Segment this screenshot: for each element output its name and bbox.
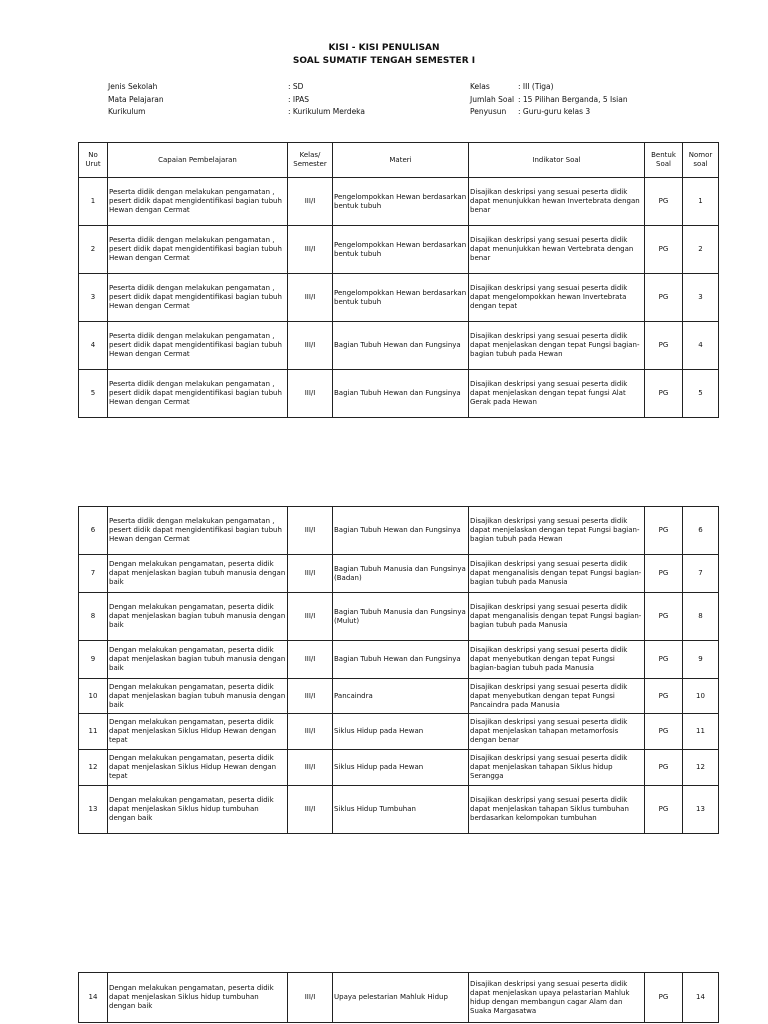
cell-indikator: Disajikan deskripsi yang sesuai peserta didik dapat menjelaskan tahapan Siklus tumbuhan berdasarkan kelompokan tumbuhan: [469, 786, 645, 834]
cell-no: 3: [79, 274, 108, 322]
cell-materi: Bagian Tubuh Hewan dan Fungsinya: [333, 322, 469, 370]
cell-no: 2: [79, 226, 108, 274]
meta-label-kelas: Kelas: [470, 82, 490, 91]
cell-nomor: 9: [683, 641, 719, 679]
cell-kelas: III/I: [288, 750, 333, 786]
cell-nomor: 3: [683, 274, 719, 322]
table-row: [79, 593, 719, 641]
cell-indikator: Disajikan deskripsi yang sesuai peserta didik dapat menyebutkan dengan tepat Fungsi Pancaindra pada Manusia: [469, 679, 645, 714]
cell-no: 6: [79, 507, 108, 555]
meta-label-jumlah-soal: Jumlah Soal: [470, 95, 515, 104]
cell-capaian: Dengan melakukan pengamatan, peserta didik dapat menjelaskan Siklus hidup tumbuhan dengan baik: [108, 973, 288, 1023]
cell-capaian: Dengan melakukan pengamatan, peserta didik dapat menjelaskan bagian tubuh manusia dengan baik: [108, 679, 288, 714]
cell-nomor: 13: [683, 786, 719, 834]
cell-kelas: III/I: [288, 679, 333, 714]
cell-bentuk: PG: [645, 593, 683, 641]
kisi-table-page-3: [78, 972, 719, 1023]
cell-materi: Bagian Tubuh Manusia dan Fungsinya (Mulut): [333, 593, 469, 641]
cell-capaian: Dengan melakukan pengamatan, peserta didik dapat menjelaskan bagian tubuh manusia dengan baik: [108, 641, 288, 679]
cell-nomor: 4: [683, 322, 719, 370]
cell-capaian: Dengan melakukan pengamatan, peserta didik dapat menjelaskan bagian tubuh manusia dengan baik: [108, 593, 288, 641]
table-row: [79, 679, 719, 714]
cell-indikator: Disajikan deskripsi yang sesuai peserta didik dapat menjelaskan dengan tepat fungsi Alat Gerak pada Hewan: [469, 370, 645, 418]
cell-nomor: 8: [683, 593, 719, 641]
table-row: [79, 641, 719, 679]
meta-value-jumlah-soal: : 15 Pilihan Berganda, 5 Isian: [518, 95, 628, 104]
cell-bentuk: PG: [645, 226, 683, 274]
cell-nomor: 14: [683, 973, 719, 1023]
cell-indikator: Disajikan deskripsi yang sesuai peserta didik dapat menunjukkan hewan Invertebrata dengan benar: [469, 178, 645, 226]
cell-nomor: 6: [683, 507, 719, 555]
doc-subtitle: SOAL SUMATIF TENGAH SEMESTER I: [292, 56, 476, 66]
table-row: [79, 274, 719, 322]
meta-label-penyusun: Penyusun: [470, 107, 507, 116]
cell-materi: Bagian Tubuh Hewan dan Fungsinya: [333, 641, 469, 679]
cell-kelas: III/I: [288, 714, 333, 750]
cell-capaian: Peserta didik dengan melakukan pengamatan , pesert didik dapat mengidentifikasi bagian tubuh Hewan dengan Cermat: [108, 507, 288, 555]
header-bentuk-soal: Bentuk Soal: [645, 143, 683, 178]
cell-kelas: III/I: [288, 507, 333, 555]
cell-bentuk: PG: [645, 555, 683, 593]
cell-indikator: Disajikan deskripsi yang sesuai peserta didik dapat menganalisis dengan tepat Fungsi bagian-bagian tubuh pada Manusia: [469, 593, 645, 641]
cell-no: 7: [79, 555, 108, 593]
cell-indikator: Disajikan deskripsi yang sesuai peserta didik dapat menjelaskan dengan tepat Fungsi bagian-bagian tubuh pada Hewan: [469, 507, 645, 555]
cell-bentuk: PG: [645, 322, 683, 370]
cell-indikator: Disajikan deskripsi yang sesuai peserta didik dapat menjelaskan dengan tepat Fungsi bagian-bagian tubuh pada Hewan: [469, 322, 645, 370]
header-no-urut: No Urut: [79, 143, 108, 178]
cell-bentuk: PG: [645, 641, 683, 679]
cell-capaian: Peserta didik dengan melakukan pengamatan , pesert didik dapat mengidentifikasi bagian tubuh Hewan dengan Cermat: [108, 274, 288, 322]
doc-title: KISI - KISI PENULISAN: [328, 43, 440, 53]
table-row: [79, 226, 719, 274]
cell-nomor: 5: [683, 370, 719, 418]
cell-materi: Siklus Hidup Tumbuhan: [333, 786, 469, 834]
cell-indikator: Disajikan deskripsi yang sesuai peserta didik dapat menganalisis dengan tepat Fungsi bagian-bagian tubuh pada Manusia: [469, 555, 645, 593]
cell-materi: Upaya pelestarian Mahluk Hidup: [333, 973, 469, 1023]
table-row: [79, 750, 719, 786]
meta-value-kurikulum: : Kurikulum Merdeka: [288, 107, 365, 116]
header-kelas-semester: Kelas/ Semester: [288, 143, 333, 178]
cell-kelas: III/I: [288, 178, 333, 226]
cell-nomor: 12: [683, 750, 719, 786]
cell-no: 8: [79, 593, 108, 641]
cell-kelas: III/I: [288, 555, 333, 593]
cell-materi: Bagian Tubuh Hewan dan Fungsinya: [333, 507, 469, 555]
cell-no: 10: [79, 679, 108, 714]
cell-bentuk: PG: [645, 786, 683, 834]
cell-indikator: Disajikan deskripsi yang sesuai peserta didik dapat menjelaskan tahapan metamorfosis dengan benar: [469, 714, 645, 750]
cell-kelas: III/I: [288, 226, 333, 274]
cell-no: 4: [79, 322, 108, 370]
cell-materi: Bagian Tubuh Manusia dan Fungsinya (Badan): [333, 555, 469, 593]
cell-kelas: III/I: [288, 973, 333, 1023]
cell-bentuk: PG: [645, 507, 683, 555]
header-capaian: Capaian Pembelajaran: [108, 143, 288, 178]
cell-no: 13: [79, 786, 108, 834]
cell-capaian: Dengan melakukan pengamatan, peserta didik dapat menjelaskan Siklus Hidup Hewan dengan tepat: [108, 750, 288, 786]
table-row: [79, 322, 719, 370]
cell-nomor: 1: [683, 178, 719, 226]
table-row: [79, 370, 719, 418]
cell-no: 14: [79, 973, 108, 1023]
header-materi: Materi: [333, 143, 469, 178]
cell-capaian: Dengan melakukan pengamatan, peserta didik dapat menjelaskan bagian tubuh manusia dengan baik: [108, 555, 288, 593]
meta-label-kurikulum: Kurikulum: [108, 107, 146, 116]
kisi-table-page-2: [78, 506, 719, 834]
table-row: [79, 507, 719, 555]
cell-nomor: 2: [683, 226, 719, 274]
table-row: [79, 973, 719, 1023]
cell-materi: Siklus Hidup pada Hewan: [333, 714, 469, 750]
cell-materi: Pengelompokkan Hewan berdasarkan bentuk tubuh: [333, 226, 469, 274]
cell-bentuk: PG: [645, 274, 683, 322]
meta-label-mata-pelajaran: Mata Pelajaran: [108, 95, 164, 104]
cell-kelas: III/I: [288, 786, 333, 834]
cell-nomor: 7: [683, 555, 719, 593]
cell-indikator: Disajikan deskripsi yang sesuai peserta didik dapat menyebutkan dengan tepat Fungsi bagian-bagian tubuh pada Manusia: [469, 641, 645, 679]
cell-indikator: Disajikan deskripsi yang sesuai peserta didik dapat menjelaskan tahapan Siklus hidup Serangga: [469, 750, 645, 786]
cell-bentuk: PG: [645, 973, 683, 1023]
cell-materi: Pancaindra: [333, 679, 469, 714]
cell-indikator: Disajikan deskripsi yang sesuai peserta didik dapat mengelompokkan hewan Invertebrata dengan tepat: [469, 274, 645, 322]
cell-materi: Siklus Hidup pada Hewan: [333, 750, 469, 786]
meta-label-jenis-sekolah: Jenis Sekolah: [108, 82, 158, 91]
cell-kelas: III/I: [288, 593, 333, 641]
table-row: [79, 555, 719, 593]
table-row: [79, 786, 719, 834]
table-header-row: [79, 143, 719, 178]
table-row: [79, 714, 719, 750]
cell-bentuk: PG: [645, 679, 683, 714]
cell-materi: Bagian Tubuh Hewan dan Fungsinya: [333, 370, 469, 418]
cell-no: 1: [79, 178, 108, 226]
cell-no: 5: [79, 370, 108, 418]
cell-materi: Pengelompokkan Hewan berdasarkan bentuk tubuh: [333, 274, 469, 322]
meta-value-mata-pelajaran: : IPAS: [288, 95, 310, 104]
cell-no: 11: [79, 714, 108, 750]
meta-value-penyusun: : Guru-guru kelas 3: [518, 107, 591, 116]
cell-kelas: III/I: [288, 370, 333, 418]
cell-capaian: Peserta didik dengan melakukan pengamatan , pesert didik dapat mengidentifikasi bagian tubuh Hewan dengan Cermat: [108, 370, 288, 418]
cell-kelas: III/I: [288, 641, 333, 679]
meta-value-kelas: : III (Tiga): [518, 82, 554, 91]
cell-bentuk: PG: [645, 178, 683, 226]
cell-capaian: Peserta didik dengan melakukan pengamatan , pesert didik dapat mengidentifikasi bagian tubuh Hewan dengan Cermat: [108, 178, 288, 226]
meta-value-jenis-sekolah: : SD: [288, 82, 304, 91]
cell-nomor: 11: [683, 714, 719, 750]
cell-capaian: Peserta didik dengan melakukan pengamatan , pesert didik dapat mengidentifikasi bagian tubuh Hewan dengan Cermat: [108, 226, 288, 274]
header-nomor-soal: Nomor soal: [683, 143, 719, 178]
header-indikator: Indikator Soal: [469, 143, 645, 178]
cell-bentuk: PG: [645, 750, 683, 786]
cell-capaian: Dengan melakukan pengamatan, peserta didik dapat menjelaskan Siklus Hidup Hewan dengan tepat: [108, 714, 288, 750]
cell-kelas: III/I: [288, 322, 333, 370]
cell-bentuk: PG: [645, 714, 683, 750]
cell-capaian: Dengan melakukan pengamatan, peserta didik dapat menjelaskan Siklus hidup tumbuhan dengan baik: [108, 786, 288, 834]
cell-nomor: 10: [683, 679, 719, 714]
cell-kelas: III/I: [288, 274, 333, 322]
cell-indikator: Disajikan deskripsi yang sesuai peserta didik dapat menunjukkan hewan Vertebrata dengan benar: [469, 226, 645, 274]
table-row: [79, 178, 719, 226]
cell-materi: Pengelompokkan Hewan berdasarkan bentuk tubuh: [333, 178, 469, 226]
cell-capaian: Peserta didik dengan melakukan pengamatan , pesert didik dapat mengidentifikasi bagian tubuh Hewan dengan Cermat: [108, 322, 288, 370]
cell-indikator: Disajikan deskripsi yang sesuai peserta didik dapat menjelaskan upaya pelastarian Mahluk hidup dengan membangun cagar Alam dan Suaka Margasatwa: [469, 973, 645, 1023]
cell-bentuk: PG: [645, 370, 683, 418]
cell-no: 12: [79, 750, 108, 786]
cell-no: 9: [79, 641, 108, 679]
kisi-table-page-1: [78, 142, 719, 418]
